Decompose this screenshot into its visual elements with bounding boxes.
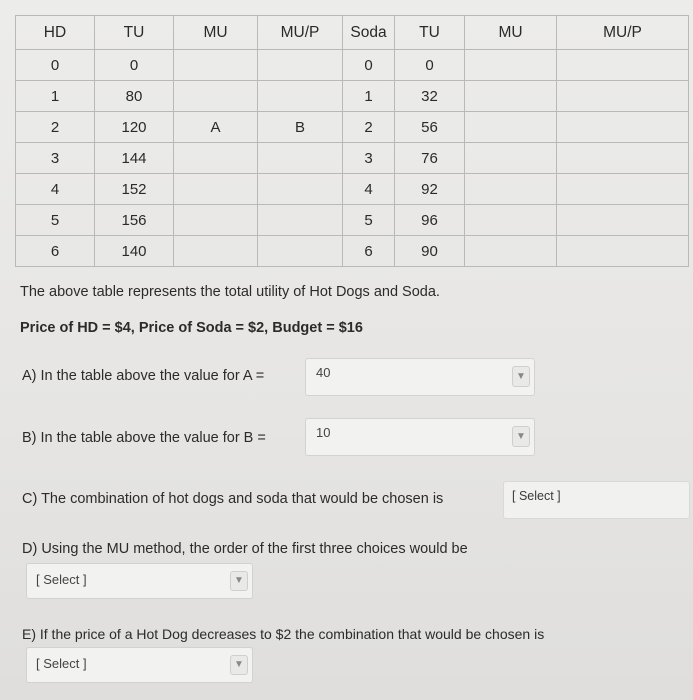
table-cell: 140 — [95, 236, 174, 267]
table-cell: 5 — [343, 205, 395, 236]
answer-d-dropdown[interactable] — [26, 563, 253, 599]
question-e-label: E) If the price of a Hot Dog decreases to $2 the combination that would be chosen is — [22, 626, 545, 642]
table-cell: 3 — [343, 143, 395, 174]
table-cell: 1 — [16, 81, 95, 112]
table-cell — [174, 143, 258, 174]
table-cell: 76 — [395, 143, 465, 174]
table-cell: 3 — [16, 143, 95, 174]
header-hd-mu: MU — [174, 16, 258, 50]
answer-a-dropdown[interactable] — [305, 358, 535, 396]
table-cell: 80 — [95, 81, 174, 112]
table-cell: 32 — [395, 81, 465, 112]
table-cell — [465, 50, 557, 81]
table-cell: 56 — [395, 112, 465, 143]
table-cell — [174, 236, 258, 267]
table-cell: 0 — [95, 50, 174, 81]
table-cell — [258, 236, 343, 267]
cell-a: A — [174, 112, 258, 143]
table-cell: 1 — [343, 81, 395, 112]
answer-b-dropdown[interactable] — [305, 418, 535, 456]
chevron-down-icon: ▼ — [512, 366, 530, 387]
table-cell — [258, 81, 343, 112]
header-hd: HD — [16, 16, 95, 50]
table-header-row — [16, 16, 689, 50]
table-cell — [465, 236, 557, 267]
chevron-down-icon: ▼ — [230, 655, 248, 675]
answer-c-value: [ Select ] — [512, 489, 561, 503]
table-cell — [174, 205, 258, 236]
answer-e-dropdown[interactable] — [26, 647, 253, 683]
utility-table — [15, 15, 689, 267]
answer-c-dropdown[interactable] — [503, 481, 690, 519]
question-b-label: B) In the table above the value for B = — [22, 430, 266, 446]
table-cell: 5 — [16, 205, 95, 236]
table-cell: 156 — [95, 205, 174, 236]
header-hd-tu: TU — [95, 16, 174, 50]
table-cell — [557, 143, 689, 174]
table-cell — [258, 143, 343, 174]
header-hd-mup: MU/P — [258, 16, 343, 50]
header-soda-mu: MU — [465, 16, 557, 50]
answer-e-value: [ Select ] — [36, 656, 87, 671]
table-cell — [465, 81, 557, 112]
table-row — [16, 50, 689, 81]
table-cell: 2 — [343, 112, 395, 143]
table-cell — [557, 81, 689, 112]
table-cell: 0 — [16, 50, 95, 81]
table-cell: 120 — [95, 112, 174, 143]
table-cell: 0 — [395, 50, 465, 81]
chevron-down-icon: ▼ — [512, 426, 530, 447]
header-soda-mup: MU/P — [557, 16, 689, 50]
table-row — [16, 174, 689, 205]
table-cell: 6 — [343, 236, 395, 267]
table-cell: 4 — [343, 174, 395, 205]
table-cell: 90 — [395, 236, 465, 267]
table-cell — [557, 236, 689, 267]
table-cell — [465, 174, 557, 205]
table-cell: 144 — [95, 143, 174, 174]
chevron-down-icon: ▼ — [230, 571, 248, 591]
table-cell: 4 — [16, 174, 95, 205]
table-cell — [557, 50, 689, 81]
table-cell — [465, 112, 557, 143]
answer-a-value: 40 — [316, 365, 331, 380]
table-cell: 0 — [343, 50, 395, 81]
table-row — [16, 81, 689, 112]
table-cell: 152 — [95, 174, 174, 205]
question-a-label: A) In the table above the value for A = — [22, 368, 265, 384]
table-row — [16, 236, 689, 267]
table-cell — [557, 174, 689, 205]
table-cell: 6 — [16, 236, 95, 267]
question-c-label: C) The combination of hot dogs and soda that would be chosen is — [22, 491, 444, 507]
table-cell — [557, 112, 689, 143]
table-cell — [174, 174, 258, 205]
table-cell — [465, 205, 557, 236]
table-cell: 96 — [395, 205, 465, 236]
cell-b: B — [258, 112, 343, 143]
answer-b-value: 10 — [316, 425, 331, 440]
price-info: Price of HD = $4, Price of Soda = $2, Budget = $16 — [20, 320, 363, 336]
answer-d-value: [ Select ] — [36, 572, 87, 587]
table-cell — [174, 81, 258, 112]
table-cell: 92 — [395, 174, 465, 205]
header-soda-tu: TU — [395, 16, 465, 50]
table-row — [16, 112, 689, 143]
table-cell — [258, 50, 343, 81]
header-soda: Soda — [343, 16, 395, 50]
question-d-label: D) Using the MU method, the order of the first three choices would be — [22, 541, 468, 557]
table-row — [16, 205, 689, 236]
table-description: The above table represents the total utility of Hot Dogs and Soda. — [20, 284, 440, 300]
table-cell: 2 — [16, 112, 95, 143]
table-cell — [557, 205, 689, 236]
table-cell — [174, 50, 258, 81]
table-row — [16, 143, 689, 174]
table-cell — [258, 205, 343, 236]
table-cell — [258, 174, 343, 205]
table-cell — [465, 143, 557, 174]
